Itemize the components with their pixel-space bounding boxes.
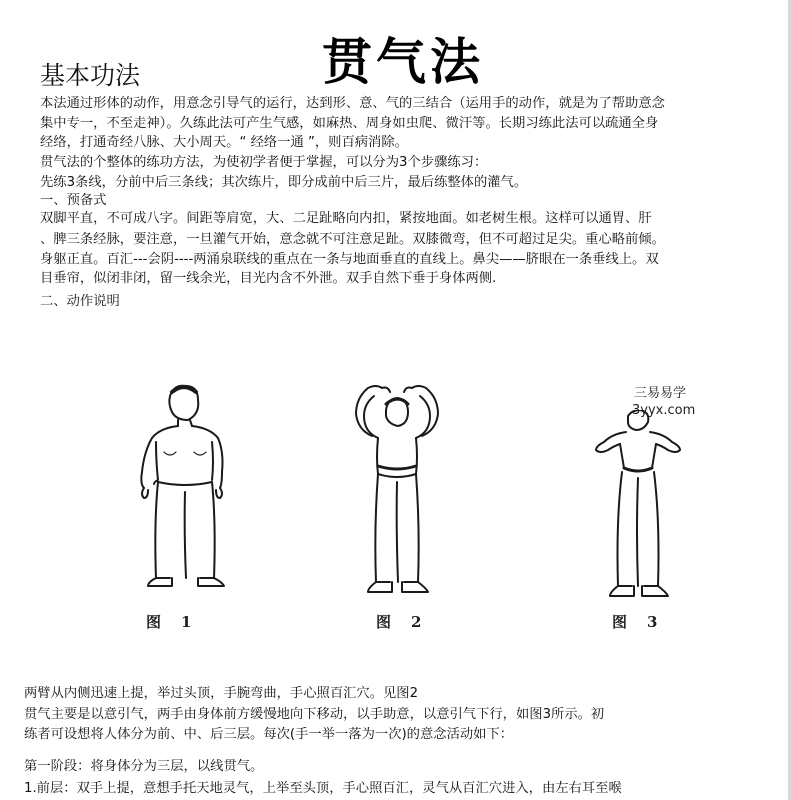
section-heading: 基本功法 (40, 61, 141, 90)
paragraph-line-4: 贯气法的个整体的练功方法，为使初学者便于掌握，可以分为3个步骤练习： (40, 155, 488, 170)
lower-line-4: 第一阶段：将身体分为三层，以线贯气。 (24, 759, 264, 774)
standing-figure-icon (130, 382, 240, 604)
paragraph-line-5: 先练3条线，分前中后三条线；其次练片，即分成前中后三片，最后练整体的灌气。 (40, 175, 528, 190)
paragraph-line-3: 经络，打通奇经八脉、大小周天。“ 经络一通 ”，则百病消除。 (40, 135, 408, 150)
figure-2-caption: 图2 (376, 613, 442, 631)
paragraph-line-2: 集中专一，不至走神）。久练此法可产生气感，如麻热、周身如虫爬、微汗等。长期习练此法可以疏通全身 (40, 116, 659, 131)
page-title: 贯气法 (322, 33, 484, 91)
paragraph-line-9: 身躯正直。百汇---会阴----两涌泉联线的重点在一条与地面垂直的直线上。鼻尖——脐眼在一条垂线上。双 (40, 252, 659, 267)
heading-preparation: 一、预备式 (40, 193, 107, 208)
figure-1-caption: 图1 (146, 613, 212, 631)
paragraph-line-8: 、脾三条经脉，要注意，一旦灌气开始，意念就不可注意足趾。双膝微弯，但不可超过足尖。重心略前倾。 (40, 232, 665, 247)
paragraph-line-1: 本法通过形体的动作，用意念引导气的运行，达到形、意、气的三结合（运用手的动作，就是为了帮助意念 (40, 96, 665, 111)
figure-3-caption: 图3 (612, 613, 678, 631)
lower-line-1: 两臂从内侧迅速上提，举过头顶，手腕弯曲，手心照百汇穴。见图2 (24, 686, 419, 701)
hands-at-chest-figure-icon (582, 410, 694, 604)
heading-movement: 二、动作说明 (40, 294, 120, 309)
scrollbar-track[interactable] (788, 0, 792, 800)
watermark-text: 三易易学 (634, 386, 687, 401)
paragraph-line-10: 目垂帘，似闭非闭，留一线余光，目光内含不外泄。双手自然下垂于身体两侧. (40, 271, 497, 286)
watermark-url: 3yyx.com (632, 403, 696, 418)
lower-line-3: 练者可设想将人体分为前、中、后三层。每次(手一举一落为一次)的意念活动如下： (24, 727, 514, 742)
arms-raised-figure-icon (342, 378, 452, 604)
lower-line-2: 贯气主要是以意引气，两手由身体前方缓慢地向下移动，以手助意，以意引气下行，如图3所示。初 (24, 707, 605, 722)
lower-line-5: 1.前层：双手上提，意想手托天地灵气，上举至头顶，手心照百汇，灵气从百汇穴进入，由左右耳至喉 (24, 781, 622, 796)
paragraph-line-7: 双脚平直，不可成八字。间距等肩宽，大、二足趾略向内扣，紧按地面。如老树生根。这样可以通胃、肝 (40, 211, 652, 226)
